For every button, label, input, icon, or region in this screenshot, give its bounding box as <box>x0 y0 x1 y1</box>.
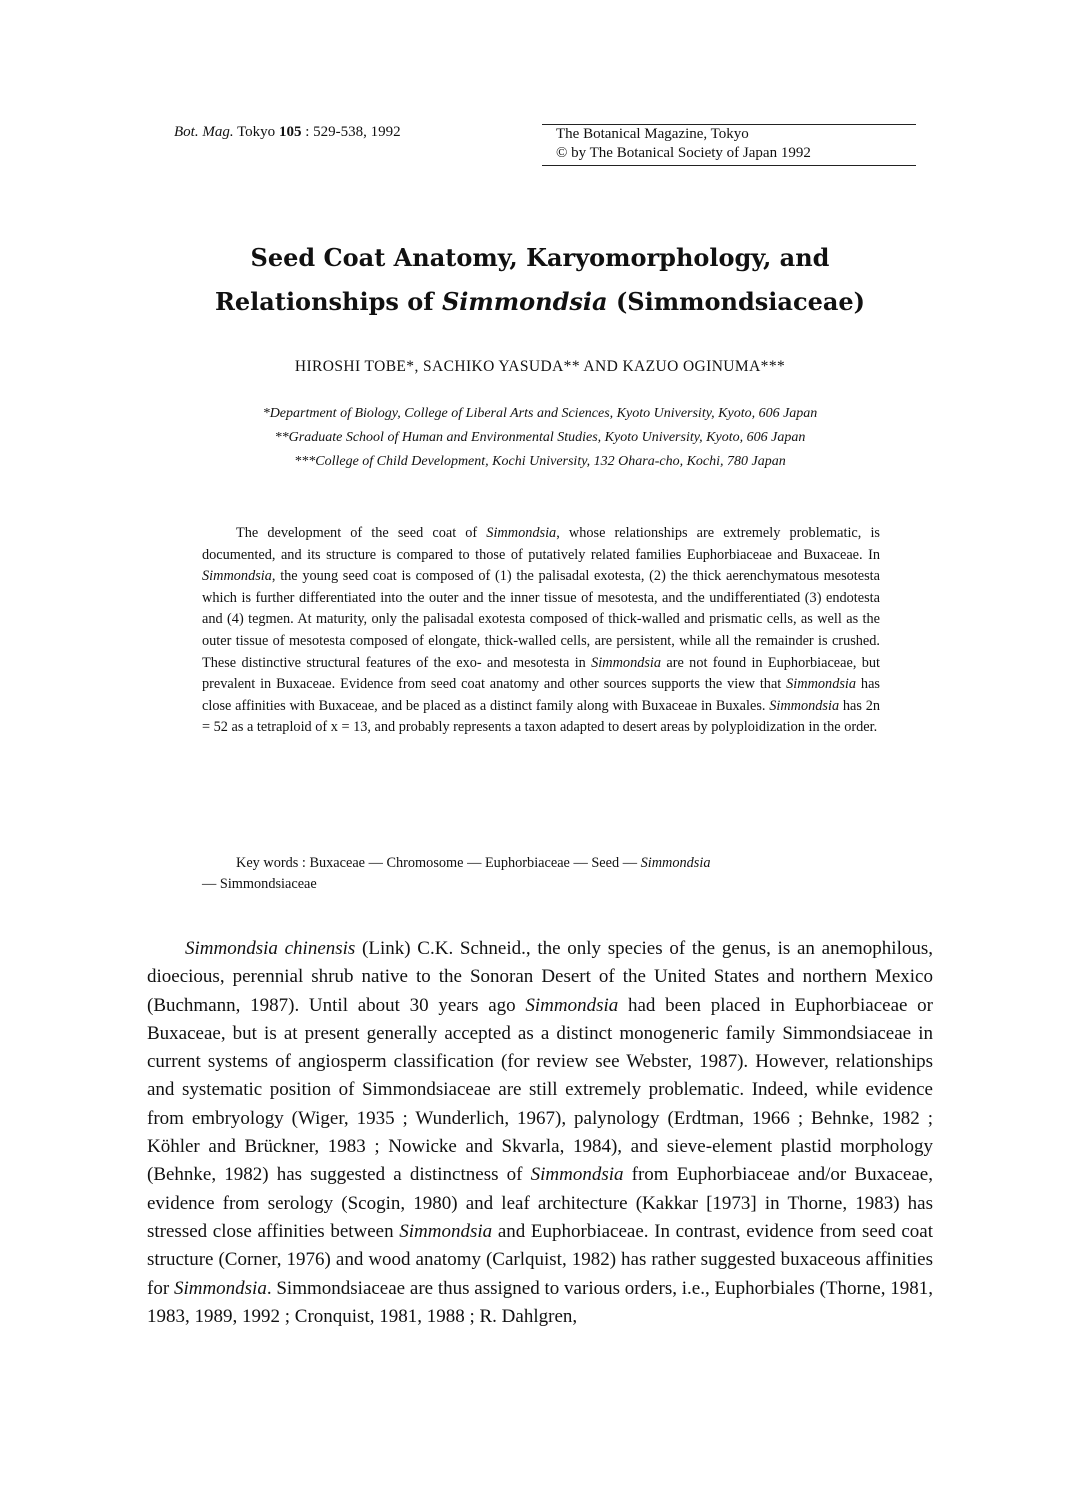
genus-name: Simmondsia <box>399 1220 493 1242</box>
species-name: Simmondsia chinensis <box>185 938 356 959</box>
genus-name: Simmondsia <box>769 697 840 714</box>
journal-city: Tokyo <box>237 124 276 140</box>
copyright-line-2: © by The Botanical Society of Japan 1992 <box>556 145 811 161</box>
affiliation-2: **Graduate School of Human and Environmental Studies, Kyoto University, Kyoto, 606 Japan <box>274 430 806 445</box>
authors: HIROSHI TOBE*, SACHIKO YASUDA** AND KAZUO OGINUMA*** <box>294 358 786 375</box>
genus-name: Simmondsia <box>640 855 711 871</box>
copyright-box <box>542 124 916 166</box>
journal-abbrev: Bot. Mag. <box>174 124 234 140</box>
title-part: Relationships of <box>214 287 442 316</box>
journal-pages: : 529-538, 1992 <box>305 124 401 140</box>
journal-citation <box>174 124 401 141</box>
keywords-line-2: — Simmondsiaceae <box>202 876 317 892</box>
genus-name: Simmondsia <box>591 654 662 671</box>
abstract-text: has close affinities with Buxaceae, and be placed as a distinct family along with Buxaceae in Buxales. <box>202 676 880 714</box>
abstract <box>202 523 880 739</box>
body-text-span: and Euphorbiaceae. In contrast, evidence from seed coat structure (Corner, 1976) and wood anatomy (Carlquist, 1982) has rather suggested buxaceous affinities for <box>147 1220 933 1299</box>
genus-name: Simmondsia <box>202 568 272 585</box>
journal-volume: 105 <box>278 124 302 140</box>
body-text-span: (Link) C.K. Schneid., the only species of the genus, is an anemophilous, dioecious, perennial shrub native to the Sonoran Desert of the United States and northern Mexico (Buchmann, 1987). Until about 30 years ago <box>147 938 933 1016</box>
body-text-span: . Simmondsiaceae are thus assigned to various orders, i.e., Euphorbiales (Thorne, 1981, 1983, 1989, 1992 ; Cronquist, 1981, 1988 ; R. Dahlgren, <box>147 1277 934 1327</box>
body-text-span: had been placed in Euphorbiaceae or Buxaceae, but is at present generally accepted as a distinct monogeneric family Simmondsiaceae in current systems of angiosperm classification (for review see Webster, 1987). However, relationships and systematic position of Simmondsiaceae are still extremely problematic. Indeed, while evidence from embryology (Wiger, 1935 ; Wunderlich, 1967), palynology (Erdtman, 1966 ; Behnke, 1982 ; Köhler and Brückner, 1983 ; Nowicke and Skvarla, 1984), and sieve-element plastid morphology (Behnke, 1982) has suggested a distinctness of <box>147 994 933 1186</box>
affiliations <box>0 402 1080 474</box>
body-text-span: from Euphorbiaceae and/or Buxaceae, evidence from serology (Scogin, 1980) and leaf architecture (Kakkar [1973] in Thorne, 1983) has stressed close affinities between <box>147 1164 933 1242</box>
title-genus: Simmondsia <box>441 287 608 316</box>
abstract-text: , the young seed coat is composed of (1) the palisadal exotesta, (2) the thick aerenchymatous mesotesta which is further differentiated into the outer and the inner tissue of mesotesta, and the undifferentiated (3) endotesta and (4) tegmen. At maturity, only the palisadal exotesta composed of thick-walled and prismatic cells, as well as the outer tissue of mesotesta composed of elongate, thick-walled cells, are persistent, while all the remainder is crushed. These distinctive structural features of the exo- and mesotesta in <box>202 568 880 671</box>
abstract-text: has 2n = 52 as a tetraploid of x = 13, and probably represents a taxon adapted to desert areas by polyploidization in the order. <box>202 697 880 736</box>
rule-bottom <box>542 165 916 166</box>
affiliation-1: *Department of Biology, College of Liberal Arts and Sciences, Kyoto University, Kyoto, 606 Japan <box>262 406 818 421</box>
body-paragraph <box>147 935 933 1331</box>
copyright-line-1: The Botanical Magazine, Tokyo <box>556 126 749 142</box>
genus-name: Simmondsia <box>525 994 619 1016</box>
genus-name: Simmondsia <box>173 1277 267 1299</box>
genus-name: Simmondsia <box>530 1164 624 1186</box>
body-text <box>147 935 933 1331</box>
title-line-1: Seed Coat Anatomy, Karyomorphology, and <box>250 243 830 272</box>
genus-name: Simmondsia <box>486 525 557 541</box>
keywords-line-1 <box>202 853 892 874</box>
abstract-text: The development of the seed coat of <box>236 525 487 541</box>
title-line-2 <box>0 280 1080 324</box>
affiliation-3: ***College of Child Development, Kochi University, 132 Ohara-cho, Kochi, 780 Japan <box>294 454 786 469</box>
keywords <box>202 853 892 895</box>
paper-title <box>0 236 1080 324</box>
keywords-text: Key words : Buxaceae — Chromosome — Euphorbiaceae — Seed — <box>236 855 641 871</box>
abstract-text: are not found in Euphorbiaceae, but prevalent in Buxaceae. Evidence from seed coat anatomy and other sources supports the view that <box>202 654 881 693</box>
genus-name: Simmondsia <box>786 676 857 693</box>
abstract-text: , whose relationships are extremely problematic, is documented, and its structure is compared to those of putatively related families Euphorbiaceae and Buxaceae. In <box>202 525 880 563</box>
abstract-paragraph <box>202 523 880 739</box>
title-part: (Simmondsiaceae) <box>607 287 866 316</box>
